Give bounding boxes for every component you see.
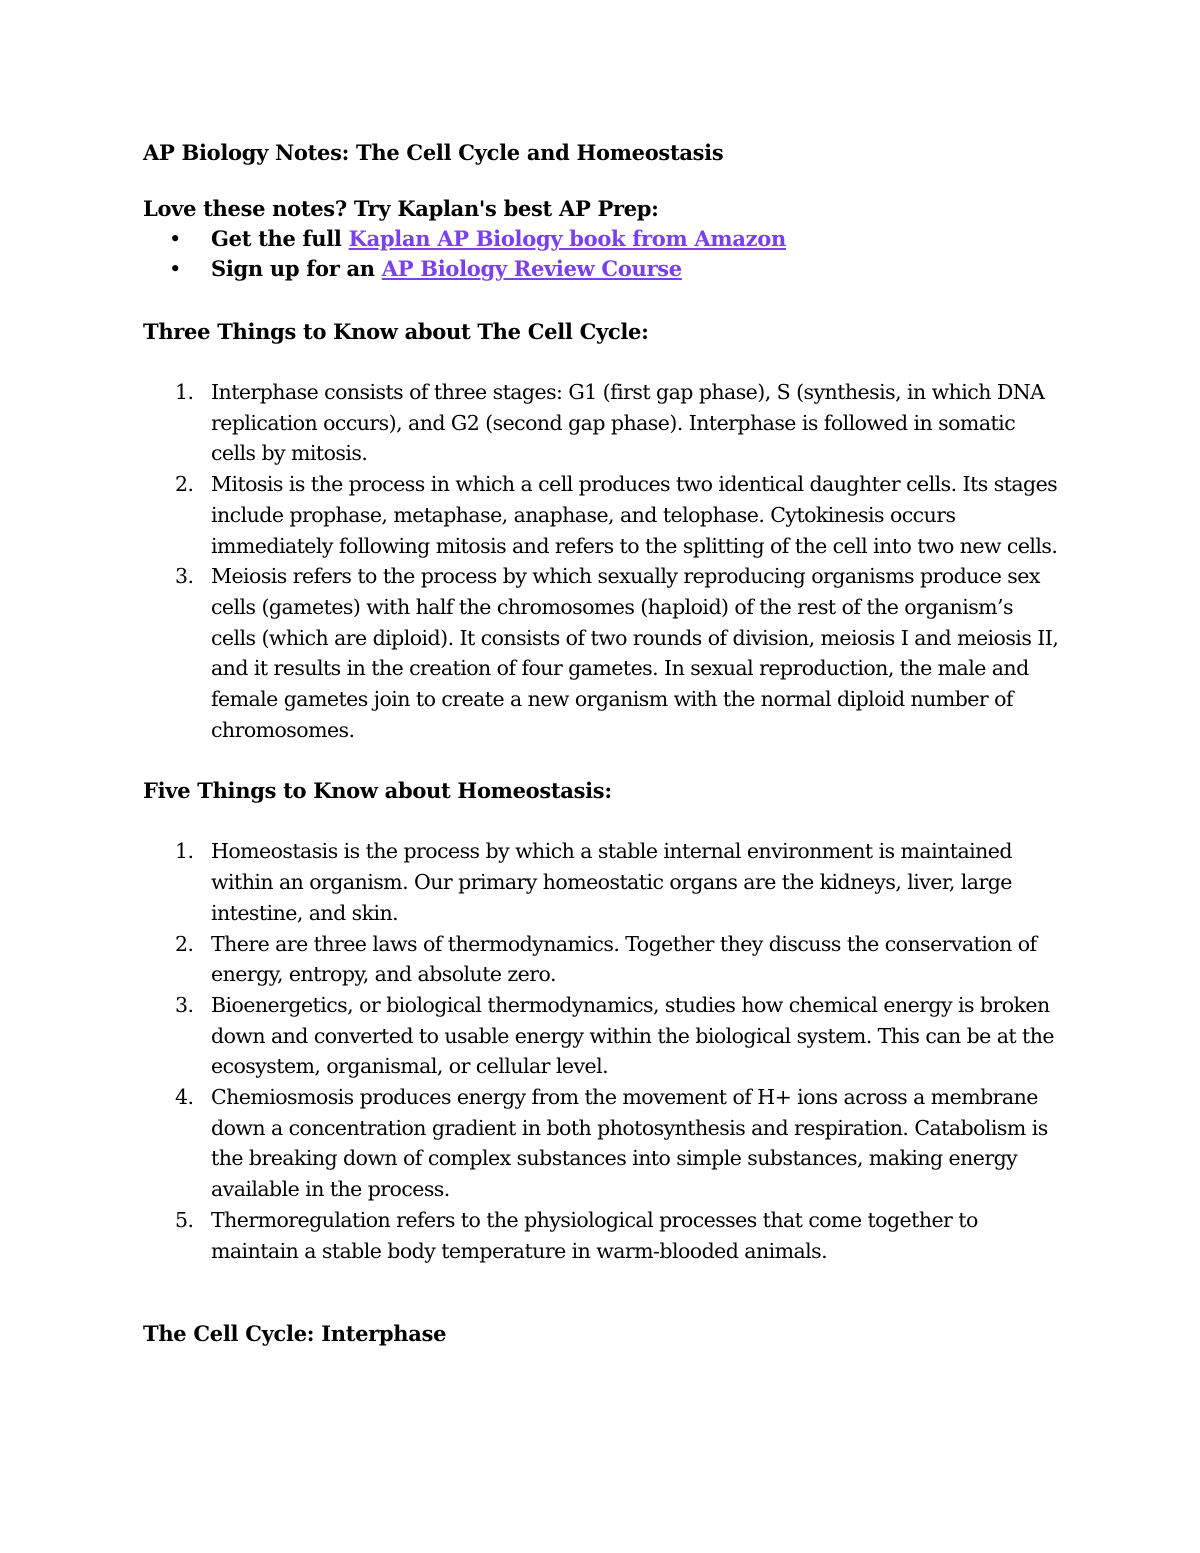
list-item-text: There are three laws of thermodynamics. Together they discuss the conservation of energy, entropy, and absolute zero. bbox=[211, 931, 1037, 987]
homeostasis-heading: Five Things to Know about Homeostasis: bbox=[143, 778, 612, 804]
cell-cycle-heading: Three Things to Know about The Cell Cycle: bbox=[143, 319, 649, 344]
promo-item-course bbox=[143, 254, 1063, 284]
promo-item-prefix: Get the full bbox=[211, 226, 349, 251]
list-number: 3. bbox=[175, 564, 194, 589]
list-number: 4. bbox=[175, 1085, 194, 1110]
document-page bbox=[143, 138, 1063, 1349]
list-item bbox=[143, 377, 1063, 469]
document-title: AP Biology Notes: The Cell Cycle and Homeostasis bbox=[143, 140, 724, 165]
list-item-text: Meiosis refers to the process by which sexually reproducing organisms produce sex cells (gametes) with half the chromosomes (haploid) of the rest of the organism’s cells (which are diploid). It consists of two rounds of division, meiosis I and meiosis II, and it results in the creation of four gametes. In sexual reproduction, the male and female gametes join to create a new organism with the normal diploid number of chromosomes. bbox=[211, 564, 1059, 742]
promo-item-book bbox=[143, 224, 1063, 254]
list-item bbox=[143, 1082, 1063, 1205]
bullet-icon: • bbox=[169, 257, 182, 281]
list-item bbox=[143, 929, 1063, 990]
promo-lead: Love these notes? Try Kaplan's best AP Prep: bbox=[143, 196, 659, 221]
list-number: 2. bbox=[175, 931, 194, 956]
bullet-icon: • bbox=[169, 227, 182, 251]
list-number: 3. bbox=[175, 992, 194, 1017]
list-number: 2. bbox=[175, 472, 194, 497]
homeostasis-list bbox=[143, 836, 1063, 1266]
list-number: 1. bbox=[175, 380, 194, 404]
review-course-link[interactable]: AP Biology Review Course bbox=[381, 256, 682, 281]
list-item bbox=[143, 1205, 1063, 1266]
list-number: 1. bbox=[175, 839, 194, 864]
list-item bbox=[143, 469, 1063, 561]
list-item-text: Homeostasis is the process by which a stable internal environment is maintained within an organism. Our primary homeostatic organs are the kidneys, liver, large intestine, and skin. bbox=[211, 839, 1012, 925]
kaplan-book-link[interactable]: Kaplan AP Biology book from Amazon bbox=[348, 226, 786, 251]
list-item bbox=[143, 990, 1063, 1082]
list-item-text: Bioenergetics, or biological thermodynamics, studies how chemical energy is broken down and converted to usable energy within the biological system. This can be at the ecosystem, organismal, or cellular level. bbox=[211, 992, 1054, 1079]
list-item-text: Interphase consists of three stages: G1 (first gap phase), S (synthesis, in which DNA replication occurs), and G2 (second gap phase). Interphase is followed in somatic cells by mitosis. bbox=[211, 380, 1045, 466]
list-item bbox=[143, 561, 1063, 745]
promo-item-prefix: Sign up for an bbox=[211, 256, 382, 281]
list-item-text: Mitosis is the process in which a cell produces two identical daughter cells. Its stages include prophase, metaphase, anaphase, and telophase. Cytokinesis occurs immediately following mitosis and refers to the splitting of the cell into two new cells. bbox=[211, 472, 1058, 558]
list-item-text: Thermoregulation refers to the physiological processes that come together to maintain a stable body temperature in warm-blooded animals. bbox=[211, 1207, 978, 1263]
cell-cycle-list bbox=[143, 377, 1063, 745]
promo-list bbox=[143, 224, 1063, 284]
list-item-text: Chemiosmosis produces energy from the movement of H+ ions across a membrane down a concentration gradient in both photosynthesis and respiration. Catabolism is the breaking down of complex substances into simple substances, making energy available in the process. bbox=[211, 1085, 1048, 1202]
interphase-heading: The Cell Cycle: Interphase bbox=[143, 1321, 447, 1347]
list-number: 5. bbox=[175, 1207, 194, 1232]
list-item bbox=[143, 836, 1063, 928]
